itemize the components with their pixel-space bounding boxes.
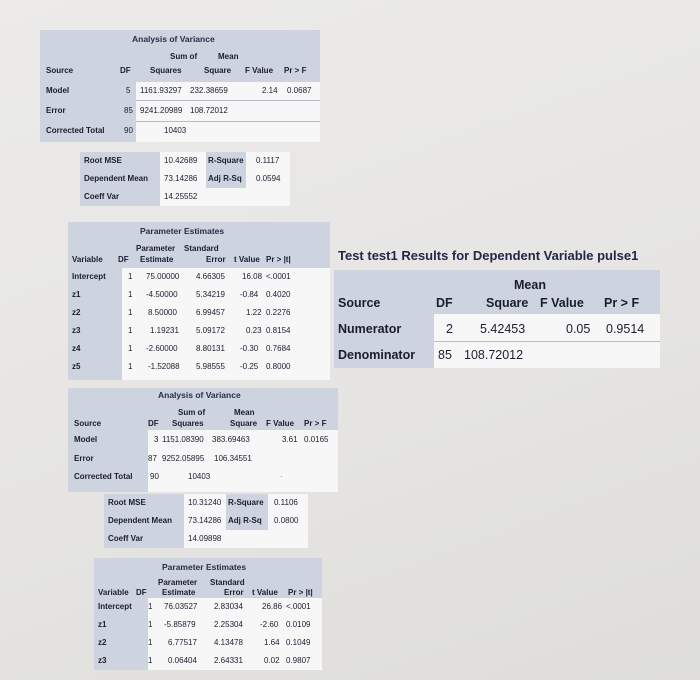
- test-row-df: 2: [446, 322, 453, 336]
- col-est-header-1: Parameter: [158, 578, 198, 587]
- param-est: -2.60000: [146, 344, 178, 353]
- param-est: 75.00000: [146, 272, 180, 281]
- param-t: 0.02: [264, 656, 280, 665]
- anova-table-2: [68, 388, 338, 492]
- col-f-header: F Value: [266, 419, 295, 428]
- row-p: 0.0165: [304, 435, 329, 444]
- grid-line: [434, 341, 660, 342]
- col-se-header-2: Error: [206, 255, 226, 264]
- anova-caption: Analysis of Variance: [132, 34, 215, 44]
- param-caption: Parameter Estimates: [162, 562, 247, 572]
- param-var: z2: [72, 308, 81, 317]
- param-t: -0.25: [240, 362, 259, 371]
- col-ss-header-2: Squares: [172, 419, 204, 428]
- param-df: 1: [148, 602, 153, 611]
- row-df: 5: [126, 86, 131, 95]
- test-row-ms: 5.42453: [480, 322, 526, 336]
- col-f-header: F Value: [245, 66, 274, 75]
- fit-stats-table-2: [104, 494, 308, 548]
- param-se: 4.13478: [214, 638, 243, 647]
- col-ss-header-2: Squares: [150, 66, 182, 75]
- param-se: 2.64331: [214, 656, 243, 665]
- param-df: 1: [128, 362, 133, 371]
- param-t: -2.60: [260, 620, 279, 629]
- test-row-source: Denominator: [338, 348, 416, 362]
- col-df-header: DF: [118, 255, 129, 264]
- fit-value: 73.14286: [164, 174, 198, 183]
- row-ms: 106.34551: [214, 454, 252, 463]
- anova-table-1: [40, 30, 320, 142]
- test-col-ms-header-2: Square: [486, 296, 529, 310]
- param-var: z5: [72, 362, 81, 371]
- fit-value: 0.1117: [256, 156, 280, 165]
- param-t: -0.30: [240, 344, 259, 353]
- fit-label: R-Square: [208, 156, 244, 165]
- test-row-ms: 108.72012: [464, 348, 524, 362]
- param-t: 1.64: [264, 638, 280, 647]
- row-source: Corrected Total: [46, 126, 105, 135]
- col-p-header: Pr > F: [284, 66, 307, 75]
- param-t: 0.23: [246, 326, 262, 335]
- param-se: 5.98555: [196, 362, 225, 371]
- fit-value: 14.09898: [188, 534, 222, 543]
- fit-value: 0.0800: [274, 516, 299, 525]
- row-df: 3: [154, 435, 159, 444]
- param-est: 6.77517: [168, 638, 197, 647]
- test-col-df-header: DF: [436, 296, 453, 310]
- param-t: 1.22: [246, 308, 262, 317]
- param-var: Intercept: [98, 602, 132, 611]
- fit-label: Adj R-Sq: [228, 516, 262, 525]
- test-col-p-header: Pr > F: [604, 296, 640, 310]
- fit-value: 10.31240: [188, 498, 222, 507]
- fit-value: 0.1106: [274, 498, 298, 507]
- col-ss-header-1: Sum of: [178, 408, 206, 417]
- col-t-header: t Value: [234, 255, 260, 264]
- param-t: 16.08: [242, 272, 263, 281]
- param-est: 0.06404: [168, 656, 197, 665]
- row-ss: 1161.93297: [140, 86, 182, 95]
- row-ss: 10403: [164, 126, 187, 135]
- fit-label: R-Square: [228, 498, 264, 507]
- param-df: 1: [148, 638, 153, 647]
- row-ms: 232.38659: [190, 86, 228, 95]
- fit-label: Dependent Mean: [108, 516, 173, 525]
- param-est: -4.50000: [146, 290, 178, 299]
- col-t-header: t Value: [252, 588, 278, 597]
- param-var: z1: [72, 290, 81, 299]
- param-t: 26.86: [262, 602, 283, 611]
- row-source: Model: [46, 86, 70, 95]
- col-p-header: Pr > |t|: [288, 588, 313, 597]
- row-source: Corrected Total: [74, 472, 133, 481]
- row-ss: 9252.05895: [162, 454, 205, 463]
- row-ss: 10403: [188, 472, 211, 481]
- test-row-source: Numerator: [338, 322, 402, 336]
- param-se: 2.25304: [214, 620, 243, 629]
- row-df: 90: [150, 472, 159, 481]
- row-ms: 383.69463: [212, 435, 250, 444]
- row-p: 0.0687: [287, 86, 312, 95]
- param-p: 0.9807: [286, 656, 311, 665]
- param-est: 1.19231: [150, 326, 179, 335]
- col-df-header: DF: [148, 419, 159, 428]
- col-est-header-2: Estimate: [162, 588, 196, 597]
- param-p: 0.1049: [286, 638, 311, 647]
- anova-caption: Analysis of Variance: [158, 390, 241, 400]
- param-var: Intercept: [72, 272, 106, 281]
- param-df: 1: [128, 308, 133, 317]
- param-estimates-table-1: [68, 222, 330, 380]
- param-df: 1: [148, 656, 153, 665]
- param-p: 0.8154: [266, 326, 291, 335]
- param-var: z2: [98, 638, 107, 647]
- stray-mark: ·: [280, 472, 283, 481]
- test-row-f: 0.05: [566, 322, 591, 336]
- param-se: 6.99457: [196, 308, 225, 317]
- param-estimates-table-2: [94, 558, 322, 670]
- col-ms-header-2: Square: [204, 66, 232, 75]
- fit-label: Adj R-Sq: [208, 174, 242, 183]
- fit-label: Root MSE: [108, 498, 146, 507]
- param-p: 0.8000: [266, 362, 291, 371]
- col-ss-header-1: Sum of: [170, 52, 198, 61]
- param-p: <.0001: [286, 602, 311, 611]
- col-p-header: Pr > F: [304, 419, 327, 428]
- param-var: z4: [72, 344, 81, 353]
- test-col-f-header: F Value: [540, 296, 584, 310]
- param-var: z3: [98, 656, 107, 665]
- col-var-header: Variable: [72, 255, 103, 264]
- param-se: 4.66305: [196, 272, 225, 281]
- row-source: Model: [74, 435, 98, 444]
- fit-value: 14.25552: [164, 192, 198, 201]
- param-p: 0.2276: [266, 308, 291, 317]
- param-var: z3: [72, 326, 81, 335]
- param-var: z1: [98, 620, 107, 629]
- param-se: 5.09172: [196, 326, 225, 335]
- test-col-ms-header-1: Mean: [514, 278, 546, 292]
- test-results-table: [334, 242, 660, 372]
- row-f: 3.61: [282, 435, 298, 444]
- param-df: 1: [128, 272, 133, 281]
- test-col-source-header: Source: [338, 296, 381, 310]
- row-source: Error: [46, 106, 66, 115]
- fit-label: Coeff Var: [84, 192, 120, 201]
- param-df: 1: [128, 326, 133, 335]
- param-p: <.0001: [266, 272, 291, 281]
- param-df: 1: [128, 290, 133, 299]
- col-source-header: Source: [46, 66, 74, 75]
- col-se-header-2: Error: [224, 588, 244, 597]
- grid-line: [136, 100, 320, 101]
- param-se: 8.80131: [196, 344, 225, 353]
- row-df: 85: [124, 106, 133, 115]
- row-source: Error: [74, 454, 94, 463]
- param-est: -1.52088: [148, 362, 180, 371]
- fit-label: Root MSE: [84, 156, 122, 165]
- param-p: 0.4020: [266, 290, 291, 299]
- param-se: 5.34219: [196, 290, 225, 299]
- test-title: Test test1 Results for Dependent Variable pulse1: [338, 248, 639, 263]
- row-ss: 9241.20989: [140, 106, 183, 115]
- row-df: 90: [124, 126, 133, 135]
- col-p-header: Pr > |t|: [266, 255, 291, 264]
- col-ms-header-2: Square: [230, 419, 258, 428]
- row-ss: 1151.08390: [162, 435, 204, 444]
- fit-value: 10.42689: [164, 156, 198, 165]
- param-caption: Parameter Estimates: [140, 226, 225, 236]
- param-se: 2.83034: [214, 602, 243, 611]
- row-f: 2.14: [262, 86, 278, 95]
- col-est-header-2: Estimate: [140, 255, 174, 264]
- param-est: 8.50000: [148, 308, 177, 317]
- fit-value: 0.0594: [256, 174, 281, 183]
- test-row-df: 85: [438, 348, 452, 362]
- row-df: 87: [148, 454, 157, 463]
- fit-label: Dependent Mean: [84, 174, 149, 183]
- col-ms-header-1: Mean: [234, 408, 255, 417]
- col-est-header-1: Parameter: [136, 244, 176, 253]
- col-ms-header-1: Mean: [218, 52, 239, 61]
- grid-line: [136, 121, 320, 122]
- col-se-header-1: Standard: [184, 244, 219, 253]
- fit-label: Coeff Var: [108, 534, 144, 543]
- test-row-p: 0.9514: [606, 322, 645, 336]
- param-p: 0.0109: [286, 620, 311, 629]
- fit-stats-table-1: [80, 152, 290, 206]
- col-var-header: Variable: [98, 588, 129, 597]
- param-p: 0.7684: [266, 344, 291, 353]
- col-se-header-1: Standard: [210, 578, 245, 587]
- col-source-header: Source: [74, 419, 102, 428]
- param-df: 1: [128, 344, 133, 353]
- param-df: 1: [148, 620, 153, 629]
- param-est: 76.03527: [164, 602, 198, 611]
- col-df-header: DF: [120, 66, 131, 75]
- param-t: -0.84: [240, 290, 259, 299]
- col-df-header: DF: [136, 588, 147, 597]
- param-est: -5.85879: [164, 620, 196, 629]
- row-ms: 108.72012: [190, 106, 228, 115]
- fit-value: 73.14286: [188, 516, 222, 525]
